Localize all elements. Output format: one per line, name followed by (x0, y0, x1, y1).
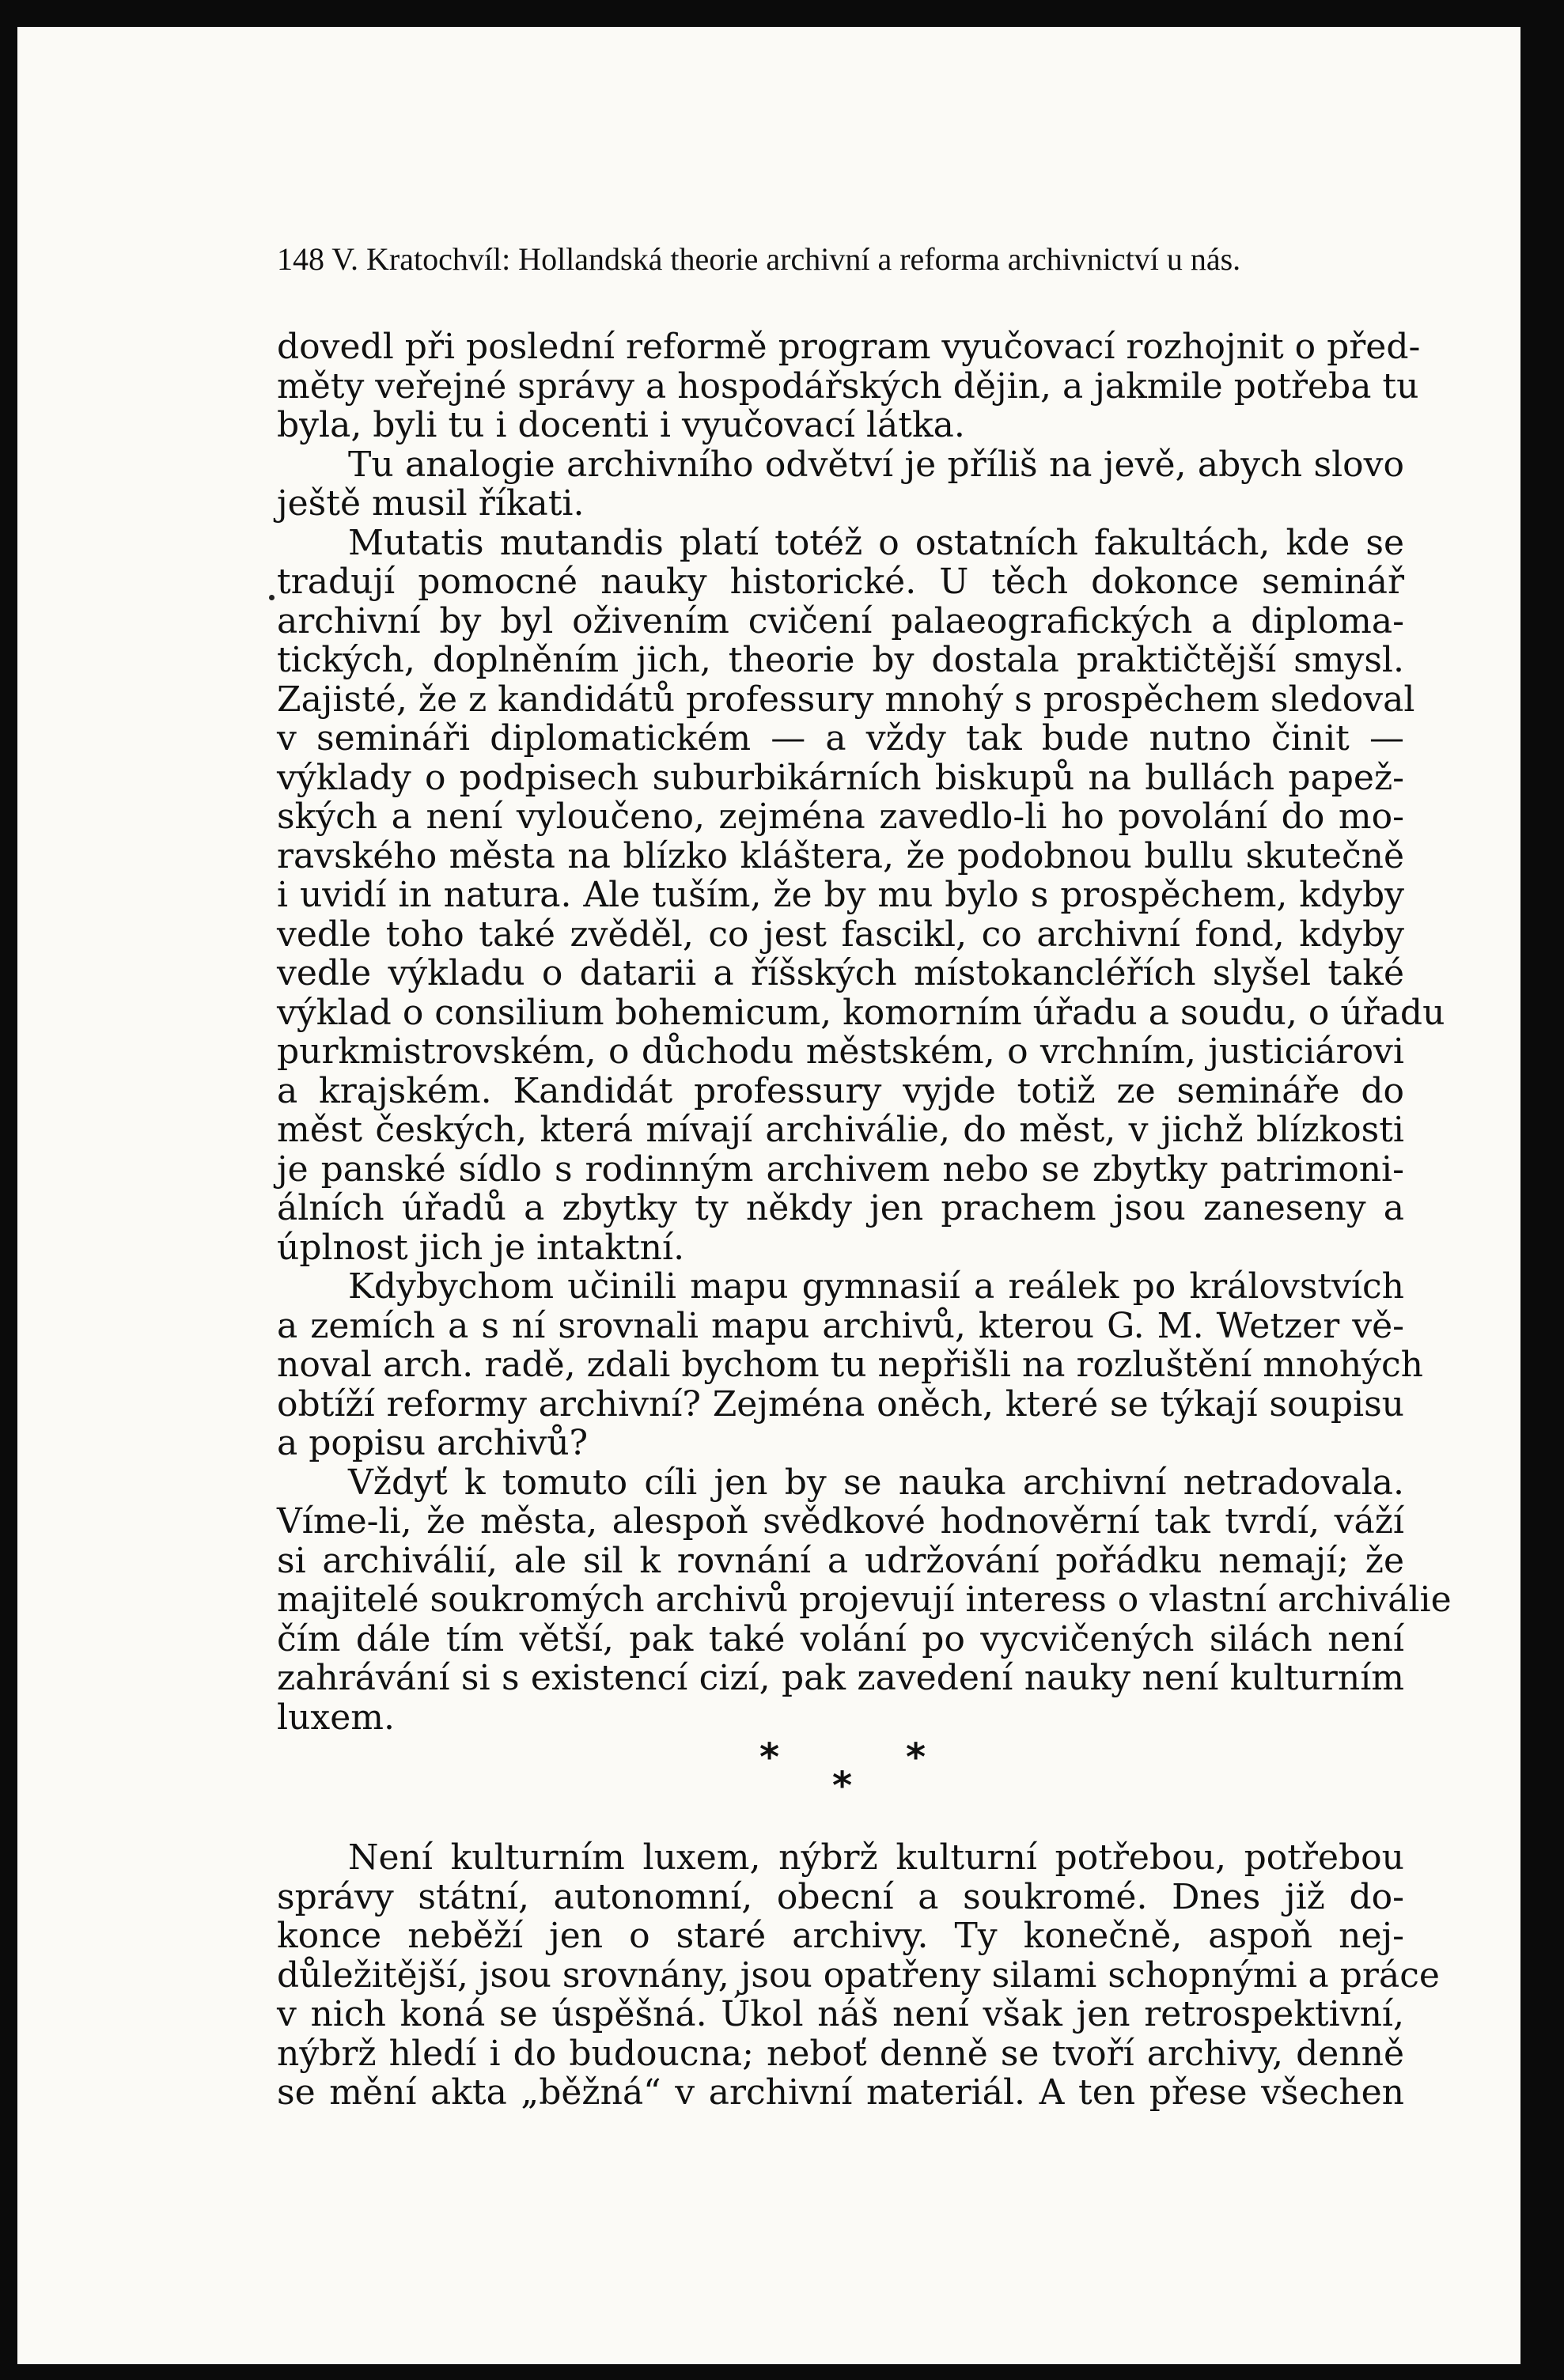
text-line: zahrávání si s existencí cizí, pak zavedení nauky není kulturním (277, 1658, 1404, 1698)
text-line: byla, byli tu i docenti i vyučovací látka. (277, 405, 965, 445)
text-line: čím dále tím větší, pak také volání po vycvičených silách není (277, 1618, 1404, 1659)
text-line: tradují pomocné nauky historické. U těch dokonce seminář (277, 562, 1404, 602)
page-content (277, 240, 1452, 2113)
text-line: se mění akta „běžná“ v archivní materiál. A ten přese všechen (277, 2072, 1404, 2113)
body-text-lower (277, 1837, 1440, 2113)
text-line: Víme-li, že města, alespoň svědkové hodnověrní tak tvrdí, váží (277, 1501, 1404, 1542)
text-line: důležitější, jsou srovnány, jsou opatřeny silami schopnými a práce (277, 1954, 1440, 1996)
text-line: konce neběží jen o staré archivy. Ty konečně, aspoň nej- (277, 1916, 1404, 1956)
text-line: noval arch. radě, zdali bychom tu nepřišli na rozluštění mnohých (277, 1345, 1424, 1385)
text-line: Vždyť k tomuto cíli jen by se nauka archivní netradovala. (348, 1462, 1404, 1503)
text-line: Mutatis mutandis platí totéž o ostatních fakultách, kde se (348, 522, 1404, 563)
ink-speck (269, 595, 275, 600)
text-line: ravského města na blízko kláštera, že podobnou bullu skutečně (277, 835, 1404, 876)
text-line: Není kulturním luxem, nýbrž kulturní potřebou, potřebou (348, 1837, 1404, 1878)
separator-asterisk: * (906, 1735, 926, 1780)
text-line: úplnost jich je intaktní. (277, 1227, 685, 1268)
text-line: Kdybychom učinili mapu gymnasií a reálek po královstvích (348, 1266, 1404, 1307)
text-line: správy státní, autonomní, obecní a soukromé. Dnes již do- (277, 1876, 1404, 1917)
text-line: obtíží reformy archivní? Zejména oněch, které se týkají soupisu (277, 1383, 1404, 1425)
book-page (17, 27, 1520, 2364)
text-line: je panské sídlo s rodinným archivem nebo se zbytky patrimoni- (277, 1148, 1404, 1190)
text-line: Tu analogie archivního odvětví je příliš na jevě, abych slovo (348, 444, 1404, 485)
text-line: vedle výkladu o datarii a říšských místokancléřích slyšel také (277, 953, 1404, 993)
text-line: nýbrž hledí i do budoucna; neboť denně se tvoří archivy, denně (277, 2033, 1404, 2074)
text-line: archivní by byl oživením cvičení palaeografických a diploma- (277, 600, 1404, 641)
running-head: 148 V. Kratochvíl: Hollandská theorie archivní a reforma archivnictví u nás. (277, 241, 1241, 277)
text-line: ských a není vyloučeno, zejména zavedlo-li ho povolání do mo- (277, 796, 1404, 837)
text-line: i uvidí in natura. Ale tuším, že by mu bylo s prospěchem, kdyby (277, 875, 1404, 915)
section-separator (277, 1737, 1404, 1838)
text-line: měty veřejné správy a hospodářských dějin, a jakmile potřeba tu (277, 365, 1419, 407)
text-line: vedle toho také zvěděl, co jest fascikl, co archivní fond, kdyby (277, 914, 1404, 955)
text-line: majitelé soukromých archivů projevují interess o vlastní archiválie (277, 1580, 1452, 1620)
body-text-upper (277, 327, 1452, 1738)
text-line: purkmistrovském, o důchodu městském, o vrchním, justiciárovi (277, 1031, 1404, 1072)
text-line: měst českých, která mívají archiválie, do měst, v jichž blízkosti (277, 1110, 1404, 1150)
text-line: a popisu archivů? (277, 1423, 589, 1463)
text-line: v semináři diplomatickém — a vždy tak bude nutno činit — (277, 718, 1404, 759)
text-line: dovedl při poslední reformě program vyučovací rozhojnit o před- (277, 327, 1421, 367)
text-line: a krajském. Kandidát professury vyjde totiž ze semináře do (277, 1070, 1404, 1111)
text-line: luxem. (277, 1697, 395, 1738)
text-line: a zemích a s ní srovnali mapu archivů, kterou G. M. Wetzer vě- (277, 1305, 1404, 1346)
text-line: výklady o podpisech suburbikárních biskupů na bullách papež- (277, 757, 1404, 798)
separator-asterisk: * (832, 1764, 853, 1808)
text-line: ještě musil říkati. (277, 483, 585, 524)
text-line: v nich koná se úspěšná. Úkol náš není však jen retrospektivní, (277, 1994, 1404, 2034)
text-line: si archiválií, ale sil k rovnání a udržování pořádku nemají; že (277, 1540, 1404, 1581)
text-line: álních úřadů a zbytky ty někdy jen prachem jsou zaneseny a (277, 1188, 1404, 1228)
text-line: výklad o consilium bohemicum, komorním úřadu a soudu, o úřadu (277, 992, 1445, 1033)
text-line: tických, doplněním jich, theorie by dostala praktičtější smysl. (277, 640, 1404, 680)
separator-asterisk: * (759, 1735, 780, 1780)
text-line: Zajisté, že z kandidátů professury mnohý s prospěchem sledoval (277, 679, 1415, 720)
